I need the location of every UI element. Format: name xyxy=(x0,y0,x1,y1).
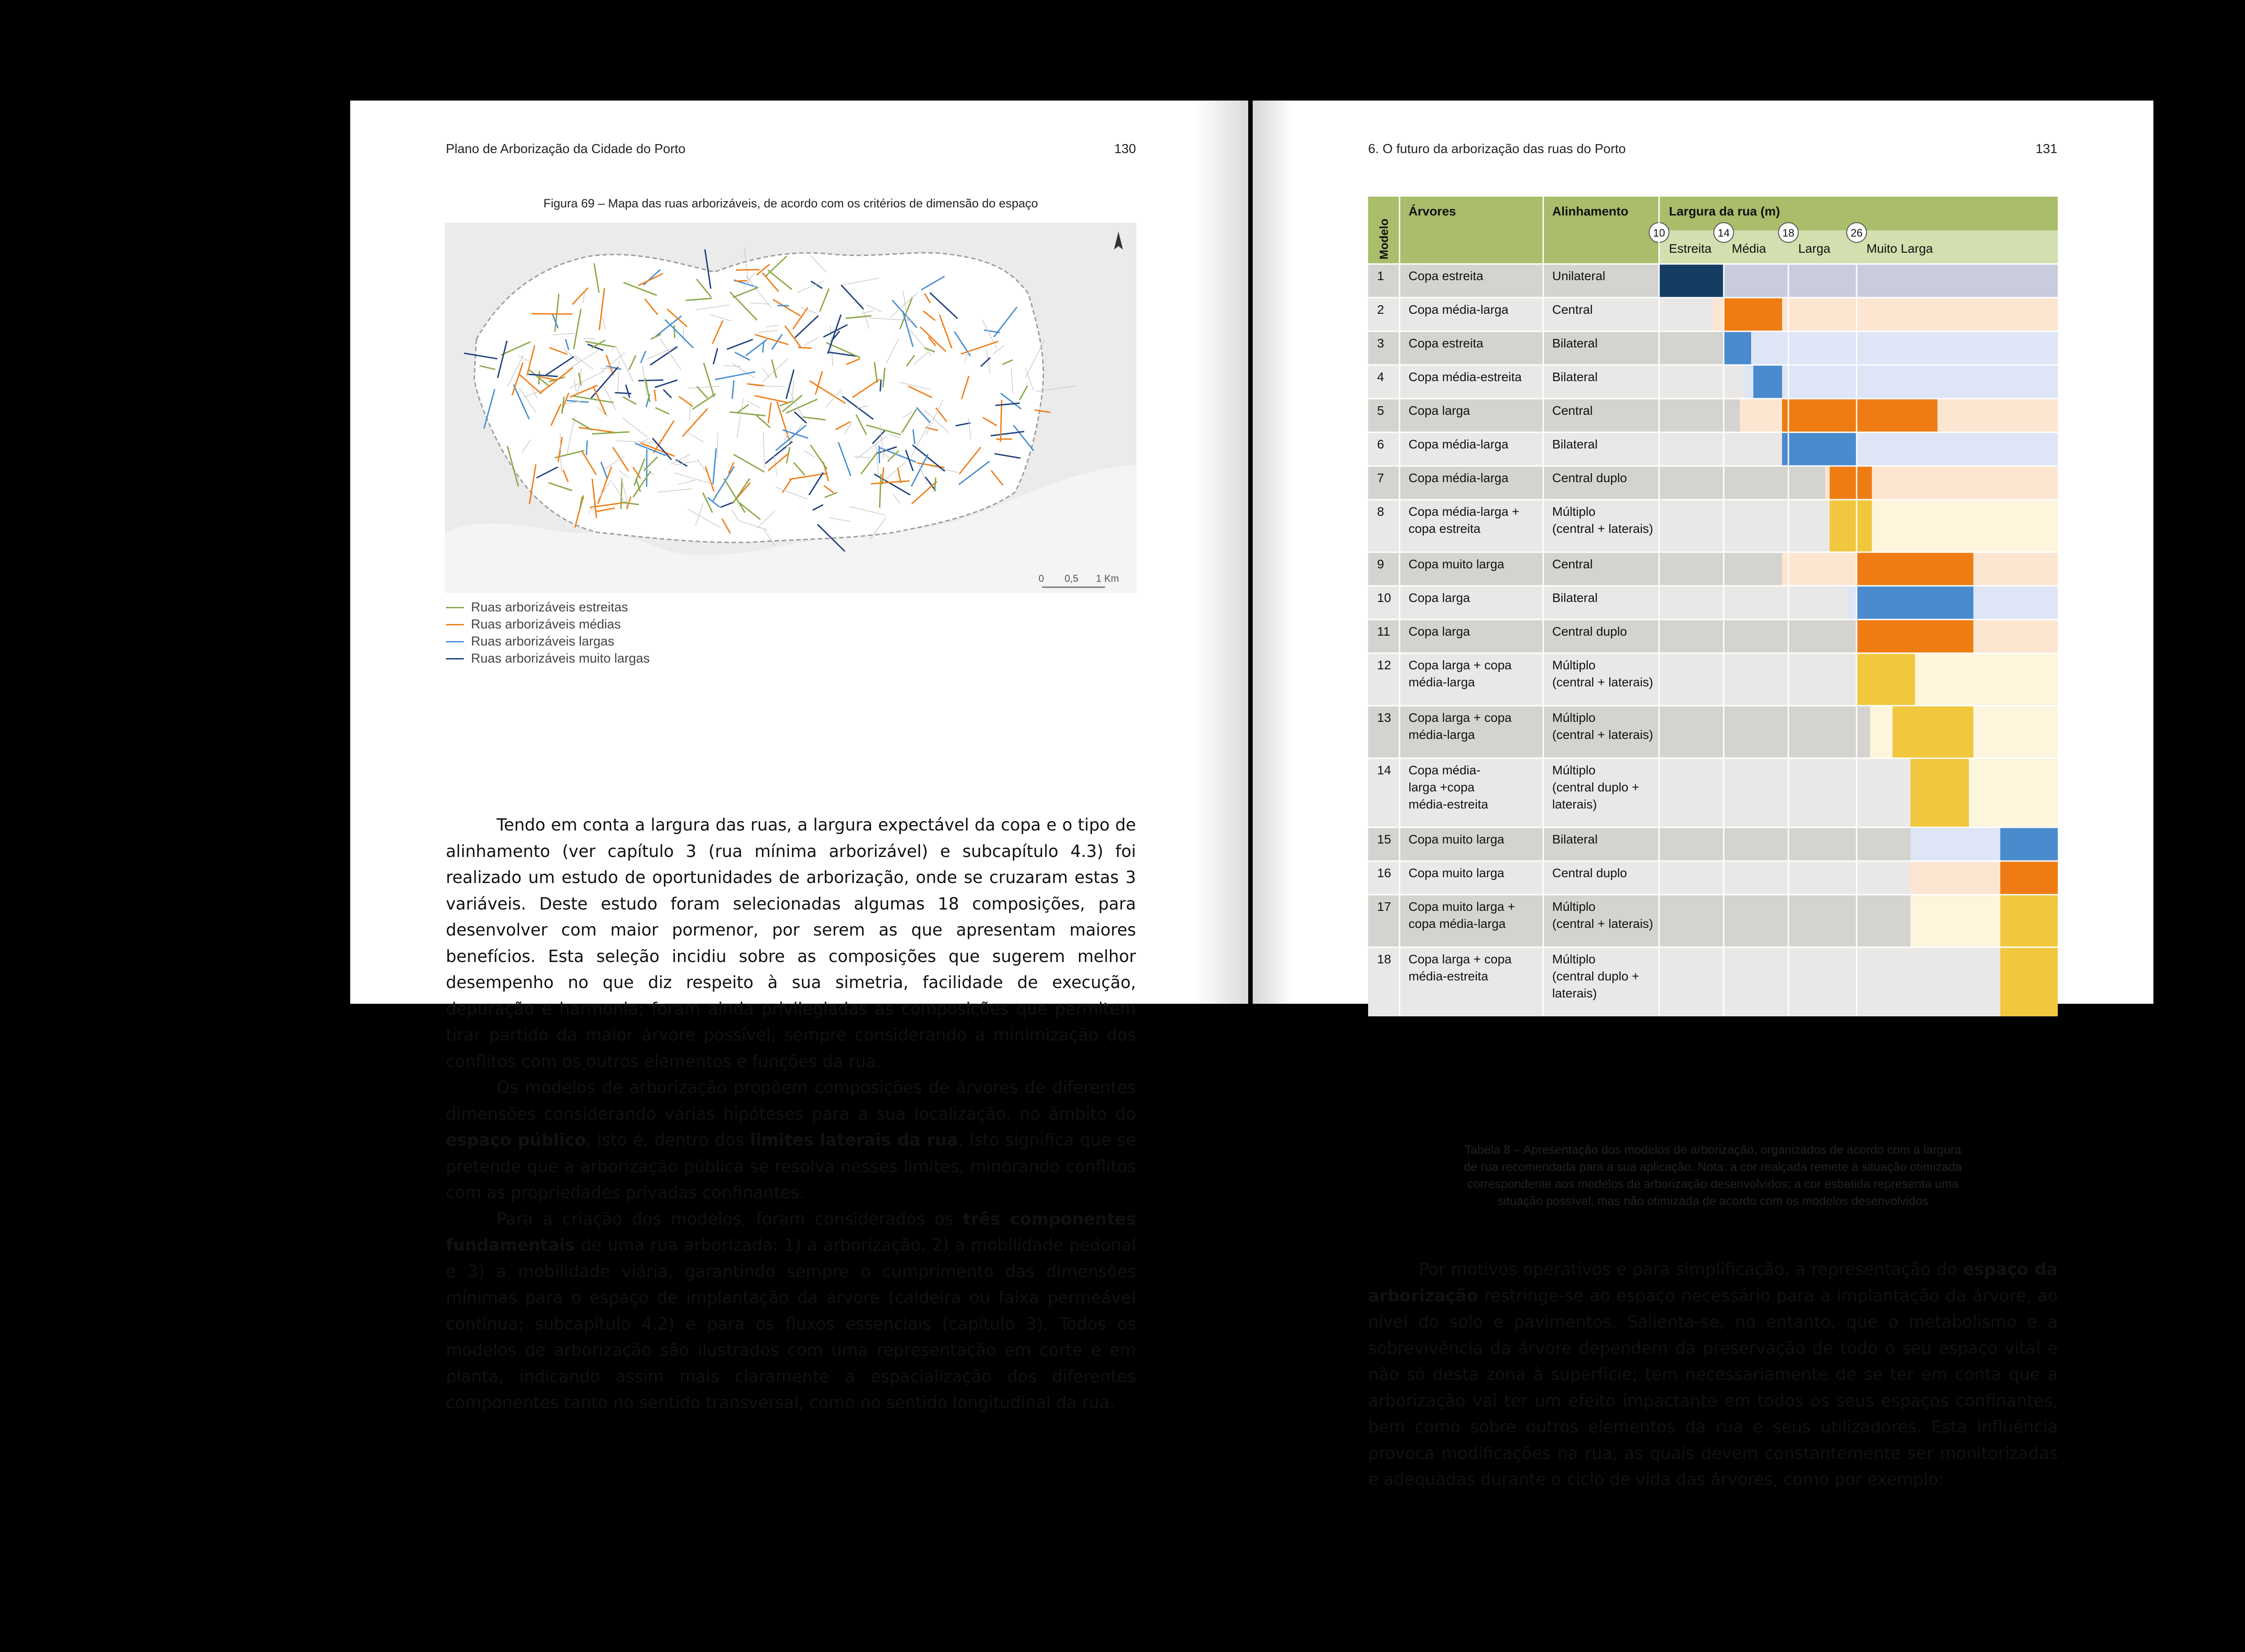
modelo-number: 5 xyxy=(1377,404,1384,417)
width-bar-pale-peach xyxy=(1973,552,2058,586)
arvores-text: Copa larga xyxy=(1409,404,1470,417)
width-class-label: Média xyxy=(1732,242,1766,255)
table-row xyxy=(1368,399,2058,432)
table-caption xyxy=(1368,1141,2058,1209)
table-row xyxy=(1368,586,2058,620)
modelo-number: 7 xyxy=(1377,471,1384,485)
running-title: 6. O futuro da arborização das ruas do Porto xyxy=(1368,142,1626,156)
table-row xyxy=(1368,298,2058,331)
street-segment xyxy=(586,440,587,455)
right-page xyxy=(1253,101,2153,1489)
alinhamento-text: Central xyxy=(1552,557,1593,571)
alinhamento-text: Bilateral xyxy=(1552,832,1598,846)
arvores-text: Copa muito larga xyxy=(1409,866,1505,880)
row-gray-zone xyxy=(1659,758,1910,827)
alinhamento-text: (central + laterais) xyxy=(1552,675,1653,689)
legend-swatch xyxy=(446,607,464,608)
row-gray-zone xyxy=(1659,653,1857,706)
width-bar-yellow xyxy=(1893,706,1973,758)
table-row xyxy=(1368,620,2058,653)
street-map xyxy=(445,223,1136,593)
arvores-text: média-larga xyxy=(1409,675,1475,689)
arvores-text: Copa média-larga xyxy=(1409,471,1509,485)
body-paragraph xyxy=(446,812,1136,1075)
row-gray-zone xyxy=(1659,861,1910,895)
modelo-number: 14 xyxy=(1377,763,1391,777)
width-marker-label: 18 xyxy=(1782,227,1795,239)
row-gray-zone xyxy=(1659,620,1857,653)
width-bar-orange xyxy=(1830,466,1872,500)
alinhamento-text: Múltiplo xyxy=(1552,658,1596,672)
arvores-text: copa média-larga xyxy=(1409,917,1506,931)
width-marker-label: 14 xyxy=(1717,227,1730,239)
width-bar-pale-peach xyxy=(1782,298,2058,331)
left-body-text xyxy=(446,812,1136,1416)
map-canvas xyxy=(445,223,1136,593)
alinhamento-text: Central xyxy=(1552,404,1593,417)
text-run: Por motivos operativos e para simplificação, a representação do xyxy=(1419,1260,1963,1279)
modelo-number: 15 xyxy=(1377,832,1391,846)
width-bar-yellow xyxy=(2000,947,2058,1016)
alinhamento-text: Unilateral xyxy=(1552,269,1606,283)
width-bar-pale-blue xyxy=(1910,827,2000,861)
arvores-text: Copa larga + copa xyxy=(1409,952,1512,966)
alinhamento-text: Central duplo xyxy=(1552,866,1627,880)
width-bar-pale-yellow xyxy=(1969,758,2058,827)
width-bar-pale-peach xyxy=(1910,861,2000,895)
arvores-text: Copa larga xyxy=(1409,591,1470,605)
modelo-number: 10 xyxy=(1377,591,1391,605)
table-row xyxy=(1368,706,2058,758)
legend-item xyxy=(446,650,650,667)
table-row xyxy=(1368,895,2058,947)
table-row xyxy=(1368,552,2058,586)
legend-item xyxy=(446,616,650,633)
row-gray-zone xyxy=(1659,895,1910,947)
width-bar-pale-peach xyxy=(1973,620,2058,653)
page-number: 131 xyxy=(2035,142,2057,156)
width-bar-pale-yellow xyxy=(1910,895,2000,947)
legend-label: Ruas arborizáveis muito largas xyxy=(471,651,650,666)
width-bar-pale-blue xyxy=(1857,432,2058,466)
alinhamento-text: (central + laterais) xyxy=(1552,728,1653,742)
alinhamento-text: Bilateral xyxy=(1552,336,1598,350)
width-bar-orange xyxy=(1857,399,1937,432)
width-bar-pale-blue xyxy=(1751,331,2058,365)
width-bar-pale-yellow xyxy=(1973,706,2058,758)
width-bar-orange xyxy=(1782,399,1857,432)
arvores-text: Copa estreita xyxy=(1409,336,1483,350)
width-bar-orange xyxy=(2000,861,2058,895)
arvores-text: larga +copa xyxy=(1409,780,1475,794)
width-bar-pale-yellow xyxy=(1870,706,1893,758)
street-segment xyxy=(638,380,664,381)
body-paragraph xyxy=(1368,1257,2058,1493)
width-bar-pale-blue xyxy=(1848,586,1857,620)
width-bar-blue xyxy=(1857,586,1973,620)
table-row xyxy=(1368,331,2058,365)
body-paragraph xyxy=(446,1206,1136,1416)
modelo-number: 16 xyxy=(1377,866,1391,880)
table-row xyxy=(1368,861,2058,895)
modelo-number: 2 xyxy=(1377,303,1384,316)
body-paragraph xyxy=(446,1075,1136,1206)
alinhamento-text: Múltiplo xyxy=(1552,505,1596,518)
width-bar-yellow xyxy=(2000,895,2058,947)
alinhamento-text: Central xyxy=(1552,303,1593,316)
width-bar-yellow xyxy=(1830,500,1872,552)
table-row xyxy=(1368,500,2058,552)
table-row xyxy=(1368,466,2058,500)
alinhamento-text: laterais) xyxy=(1552,797,1597,811)
arvores-text: Copa muito larga + xyxy=(1409,900,1515,914)
width-bar-navy xyxy=(1659,264,1724,298)
header-arvores: Árvores xyxy=(1409,204,1456,218)
modelo-number: 11 xyxy=(1377,624,1391,638)
width-bar-yellow xyxy=(1910,758,1969,827)
text-run: . Isto significa que se pretende que a arborização pública se resolva nesses limites, minorando conflitos com as propriedades privadas confinantes. xyxy=(446,1130,1136,1202)
arvores-text: média-larga xyxy=(1409,728,1475,742)
street-segment xyxy=(798,347,812,348)
alinhamento-text: Múltiplo xyxy=(1552,900,1596,914)
table-row xyxy=(1368,432,2058,466)
width-bar-pale-blue xyxy=(1744,365,1753,399)
scale-label-half: 0,5 xyxy=(1065,573,1078,584)
width-bar-pale-peach xyxy=(1740,399,1782,432)
caption-line: Tabela 8 – Apresentação dos modelos de arborização, organizados de acordo com a largura xyxy=(1464,1143,1962,1156)
width-bar-blue xyxy=(1753,365,1782,399)
legend-swatch xyxy=(446,658,464,659)
text-run: Para a criação dos modelos, foram considerados os xyxy=(497,1209,963,1229)
width-bar-blue xyxy=(2000,827,2058,861)
alinhamento-text: (central + laterais) xyxy=(1552,917,1653,931)
arvores-text: Copa larga + copa xyxy=(1409,658,1512,672)
width-class-label: Estreita xyxy=(1669,242,1712,255)
table-row xyxy=(1368,827,2058,861)
row-gray-zone xyxy=(1659,466,1825,500)
width-class-label: Larga xyxy=(1798,242,1831,255)
alinhamento-text: Múltiplo xyxy=(1552,711,1596,725)
row-gray-zone xyxy=(1659,827,1910,861)
street-segment xyxy=(880,380,881,391)
emphasis-text: três componentes fundamentais xyxy=(446,1209,1136,1255)
width-bar-pale-peach xyxy=(1872,466,2058,500)
legend-label: Ruas arborizáveis largas xyxy=(471,634,615,649)
modelo-number: 6 xyxy=(1377,437,1384,451)
emphasis-text: espaço público xyxy=(446,1130,586,1150)
width-bar-orange xyxy=(1857,552,1973,586)
modelo-number: 9 xyxy=(1377,557,1384,571)
caption-line: de rua recomendada para a sua aplicação. Nota: a cor realçada remete à situação otimizada xyxy=(1464,1160,1962,1173)
width-marker-label: 26 xyxy=(1850,227,1863,239)
width-bar-pale-peach xyxy=(1713,298,1724,331)
modelo-number: 8 xyxy=(1377,505,1384,518)
legend-label: Ruas arborizáveis estreitas xyxy=(471,600,628,615)
width-class-label: Muito Larga xyxy=(1866,242,1933,255)
text-run: , isto é, dentro dos xyxy=(586,1130,750,1150)
emphasis-text: limites laterais da rua xyxy=(750,1130,958,1150)
arvores-text: média-estreita xyxy=(1409,969,1488,983)
left-page xyxy=(350,101,1248,1412)
modelo-number: 17 xyxy=(1377,900,1391,914)
width-bar-blue xyxy=(1724,331,1751,365)
width-bar-pale-peach xyxy=(1825,466,1830,500)
modelo-number: 18 xyxy=(1377,952,1391,966)
width-bar-pale-peach xyxy=(1782,552,1857,586)
running-title: Plano de Arborização da Cidade do Porto xyxy=(446,142,686,156)
alinhamento-text: (central + laterais) xyxy=(1552,522,1653,536)
text-run: de uma rua arborizada: 1) a arborização, 2) a mobilidade pedonal e 3) a mobilidade viária, garantindo sempre o cumprimento das dimensões mínimas para o espaço de implantação da árvore (caldeira ou faixa permeável contínua; subcapítulo 4.2) e para os fluxos essenciais (capítulo 3). Todos os modelos de arborização são ilustrados com uma representação em corte e em planta, indicando assim mais claramente a espacialização dos diferentes componentes tanto no sentido transversal, como no sentido longitudinal da rua. xyxy=(446,1235,1136,1412)
row-gray-zone xyxy=(1659,432,1782,466)
text-run: Os modelos de arborização propõem composições de árvores de diferentes dimensões considerando várias hipóteses para a sua localização, no âmbito do xyxy=(446,1078,1136,1124)
width-marker-label: 10 xyxy=(1653,227,1665,239)
alinhamento-text: Bilateral xyxy=(1552,591,1598,605)
text-run: Tendo em conta a largura das ruas, a largura expectável da copa e o tipo de alinhamento (ver capítulo 3 (rua mínima arborizável) e subcapítulo 4.3) foi realizado um estudo de oportunidades de arborização, onde se cruzaram estas 3 variáveis. Deste estudo foram selecionadas algumas 18 composições, para desenvolver com maior pormenor, por serem as que apresentam maiores benefícios. Esta seleção incidiu sobre as composições que sugerem melhor desempenho no que diz respeito à sua simetria, facilidade de execução, depuração e harmonia; foram ainda privilegiadas as composições que permitem tirar partido da maior árvore possível, sempre considerando a minimização dos conflitos com os outros elementos e funções da rua. xyxy=(446,815,1136,1071)
arvores-text: copa estreita xyxy=(1409,522,1481,536)
arvores-text: Copa muito larga xyxy=(1409,832,1505,846)
alinhamento-text: (central duplo + xyxy=(1552,969,1639,983)
width-bar-orange xyxy=(1857,620,1973,653)
width-bar-pale-blue xyxy=(1782,365,2058,399)
arvores-text: Copa média-estreita xyxy=(1409,370,1522,384)
map-legend xyxy=(446,599,650,667)
modelo-number: 1 xyxy=(1377,269,1384,283)
table-row xyxy=(1368,264,2058,298)
arvores-text: Copa muito larga xyxy=(1409,557,1505,571)
modelo-number: 13 xyxy=(1377,711,1391,725)
arvores-text: Copa média-larga xyxy=(1409,303,1509,316)
scale-label-km: 1 Km xyxy=(1096,573,1119,584)
scale-label-0: 0 xyxy=(1039,573,1044,584)
arvores-text: Copa média-larga xyxy=(1409,437,1509,451)
row-gray-zone xyxy=(1659,500,1830,552)
arvores-text: Copa larga xyxy=(1409,624,1470,638)
figure-caption: Figura 69 – Mapa das ruas arborizáveis, de acordo com os critérios de dimensão do espaço xyxy=(543,197,1038,210)
gutter-shadow xyxy=(1253,101,1293,1004)
modelo-number: 12 xyxy=(1377,658,1391,672)
row-gray-zone xyxy=(1659,365,1744,399)
legend-swatch xyxy=(446,641,464,642)
width-bar-pale-yellow xyxy=(1872,500,2058,552)
width-bar-yellow xyxy=(1857,653,1915,706)
city-boundary xyxy=(474,253,1043,542)
alinhamento-text: Central duplo xyxy=(1552,624,1627,638)
arvores-text: Copa larga + copa xyxy=(1409,711,1512,725)
emphasis-text: espaço da arborização xyxy=(1368,1260,2058,1305)
arvores-text: média-estreita xyxy=(1409,797,1488,811)
modelo-number: 3 xyxy=(1377,336,1384,350)
row-gray-zone xyxy=(1659,586,1848,620)
width-bar-orange xyxy=(1724,298,1782,331)
gutter-shadow xyxy=(1194,101,1248,1004)
street-segment xyxy=(879,446,880,463)
alinhamento-text: Múltiplo xyxy=(1552,952,1596,966)
row-gray-zone xyxy=(1659,399,1740,432)
width-bar-pale-yellow xyxy=(1915,653,2058,706)
street-segment xyxy=(674,325,675,338)
legend-swatch xyxy=(446,624,464,625)
modelo-number: 4 xyxy=(1377,370,1384,384)
legend-item xyxy=(446,633,650,650)
row-gray-zone xyxy=(1659,298,1713,331)
table-row xyxy=(1368,653,2058,706)
text-run: restringe-se ao espaço necessário para a implantação da árvore, ao nível do solo e pavimentos. Salienta-se, no entanto, que o metabolismo e a sobrevivência da árvore dependem da preservação de todo o seu espaço vital e não só desta zona à superfície; tem necessariamente de se ter em conta que a arborização vai ter um efeito impactante em todos os seus espaços confinantes, bem como sobre outros elementos da rua e seus utilizadores. Esta influência provoca modificações na rua, as quais devem constantemente ser monitorizadas e adequadas durante o ciclo de vida das árvores, como por exemplo: xyxy=(1368,1286,2058,1489)
page-number: 130 xyxy=(1114,142,1136,156)
alinhamento-text: Múltiplo xyxy=(1552,763,1596,777)
width-bar-pale-peach xyxy=(1937,399,2058,432)
arvores-text: Copa média- xyxy=(1409,763,1481,777)
header-largura: Largura da rua (m) xyxy=(1669,204,1780,218)
row-gray-zone xyxy=(1659,706,1870,758)
alinhamento-text: Central duplo xyxy=(1552,471,1627,485)
row-gray-zone xyxy=(1659,552,1782,586)
table-row xyxy=(1368,365,2058,399)
legend-item xyxy=(446,599,650,616)
tree-model-table xyxy=(1368,197,2058,1018)
alinhamento-text: laterais) xyxy=(1552,986,1597,1000)
legend-label: Ruas arborizáveis médias xyxy=(471,617,621,632)
width-bar-pale-blue xyxy=(1973,586,2058,620)
row-gray-zone xyxy=(1659,331,1724,365)
row-gray-zone xyxy=(1659,947,2000,1016)
caption-line: situação possível, mas não otimizada de acordo com os modelos desenvolvidos xyxy=(1497,1194,1928,1208)
arvores-text: Copa média-larga + xyxy=(1409,505,1519,518)
table-row xyxy=(1368,947,2058,1016)
header-modelo: Modelo xyxy=(1377,219,1391,259)
caption-line: correspondente aos modelos de arborização desenvolvidos; a cor esbatida representa uma xyxy=(1467,1177,1959,1191)
header-alinhamento: Alinhamento xyxy=(1552,204,1629,218)
table-row xyxy=(1368,758,2058,827)
alinhamento-text: Bilateral xyxy=(1552,437,1598,451)
width-bar-pale-navy xyxy=(1724,264,2058,298)
alinhamento-text: Bilateral xyxy=(1552,370,1598,384)
alinhamento-text: (central duplo + xyxy=(1552,780,1639,794)
right-body-text xyxy=(1368,1257,2058,1493)
arvores-text: Copa estreita xyxy=(1409,269,1483,283)
width-bar-blue xyxy=(1782,432,1857,466)
